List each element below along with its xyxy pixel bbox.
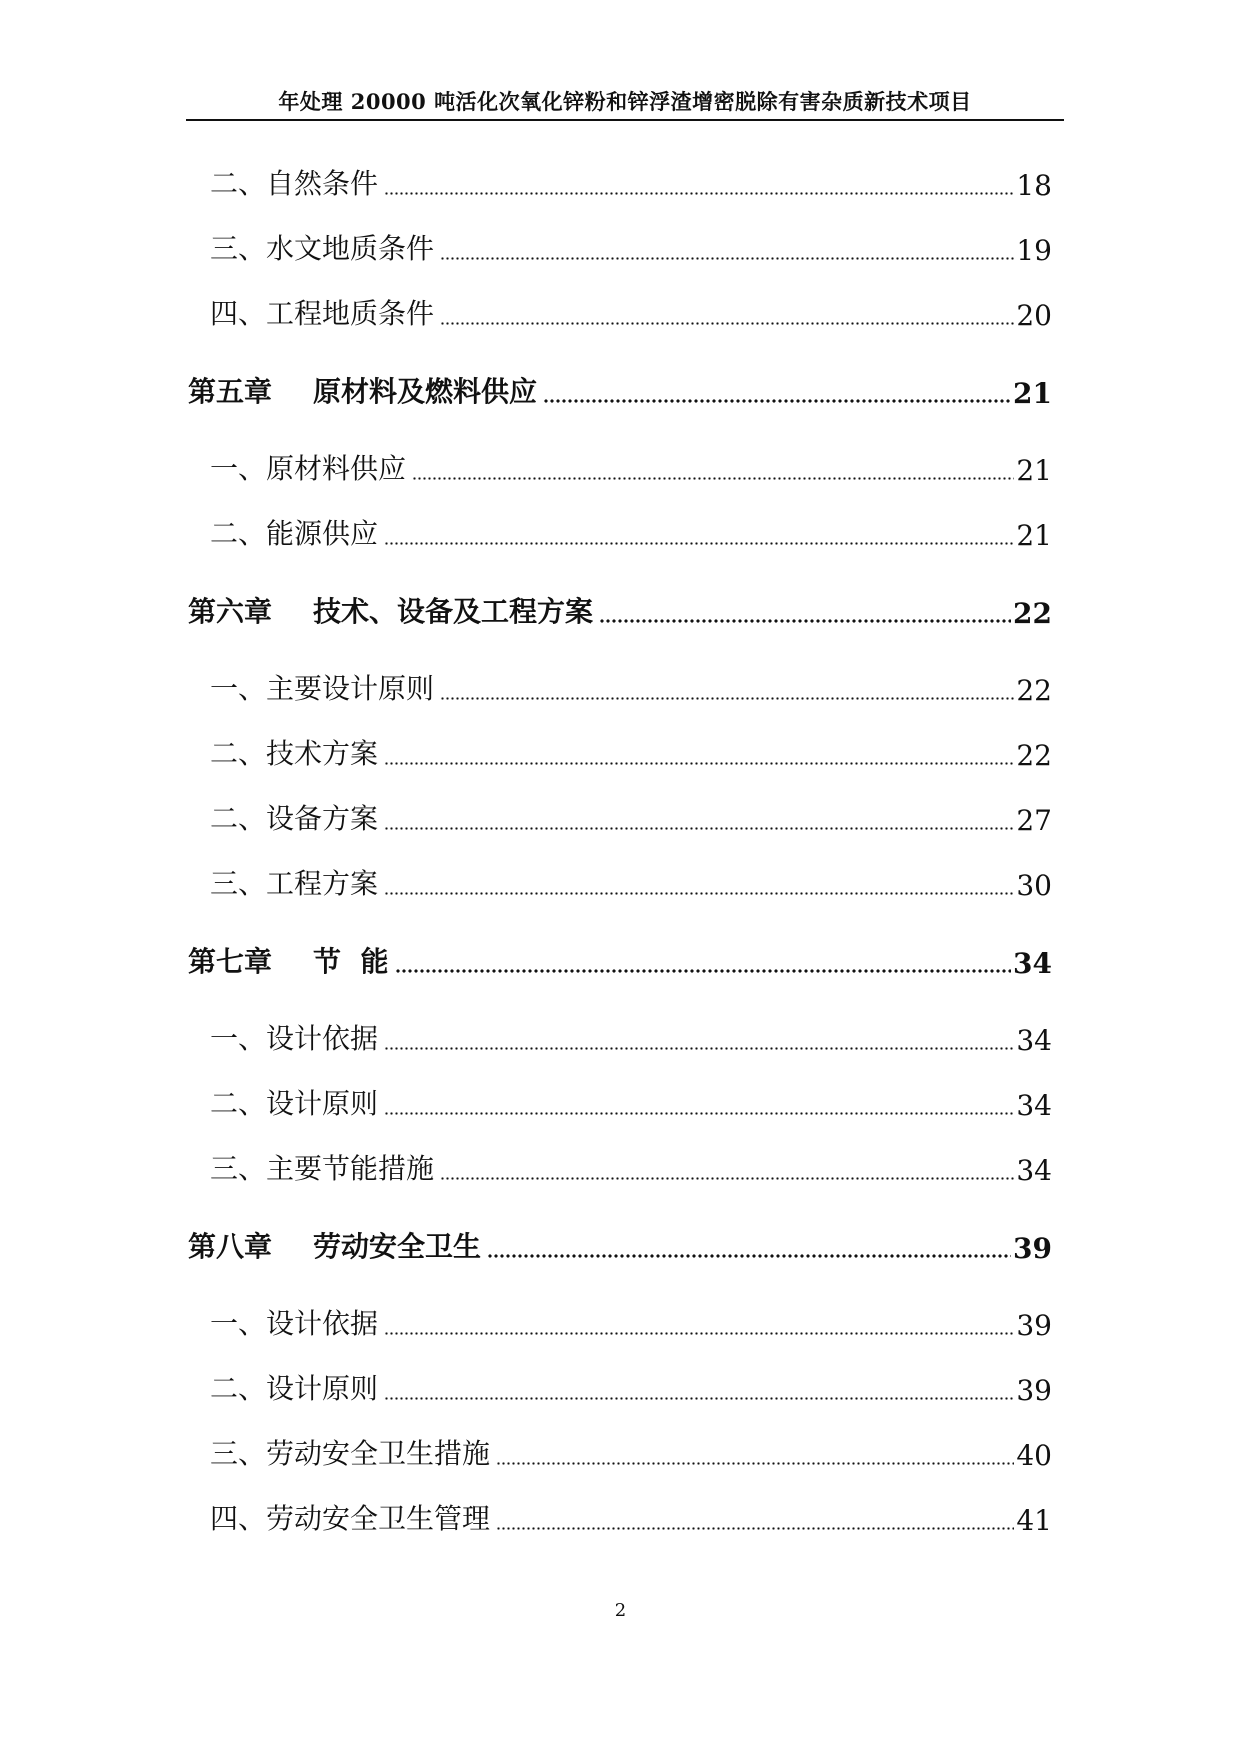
- toc-entry-page: 21: [1016, 519, 1052, 552]
- toc-chapter[interactable]: [188, 370, 1052, 410]
- toc-entry-page: 27: [1016, 804, 1052, 837]
- chapter-number: 第五章: [188, 375, 273, 408]
- toc-entry[interactable]: [210, 292, 1052, 332]
- toc-chapter-heading: [188, 1225, 481, 1265]
- dot-leader: [496, 1527, 1014, 1530]
- toc-entry-label: 一、原材料供应: [210, 452, 407, 485]
- toc-entry[interactable]: [210, 1497, 1052, 1537]
- dot-leader: [440, 257, 1014, 260]
- toc-chapter[interactable]: [188, 1225, 1052, 1265]
- toc-entry-page: 18: [1016, 169, 1052, 202]
- dot-leader: [440, 697, 1014, 700]
- toc-entry-label: 二、设备方案: [210, 802, 379, 835]
- toc-chapter[interactable]: [188, 590, 1052, 630]
- chapter-title: 劳动安全卫生: [313, 1230, 482, 1263]
- dot-leader: [599, 619, 1011, 623]
- toc-entry[interactable]: [210, 447, 1052, 487]
- toc-entry-label: 一、主要设计原则: [210, 672, 435, 705]
- dot-leader: [487, 1254, 1011, 1258]
- toc-chapter-page: 21: [1013, 377, 1052, 410]
- dot-leader: [440, 1177, 1014, 1180]
- toc-entry-page: 21: [1016, 454, 1052, 487]
- toc-chapter-heading: [188, 940, 389, 980]
- dot-leader: [384, 827, 1014, 830]
- dot-leader: [440, 322, 1014, 325]
- header-rule: [186, 119, 1064, 121]
- dot-leader: [412, 477, 1014, 480]
- toc-entry[interactable]: [210, 862, 1052, 902]
- toc-chapter-page: 34: [1013, 947, 1052, 980]
- chapter-number: 第八章: [188, 1230, 273, 1263]
- toc-entry[interactable]: [210, 1432, 1052, 1472]
- toc-entry[interactable]: [210, 1017, 1052, 1057]
- toc-chapter-page: 22: [1013, 597, 1052, 630]
- toc-entry-page: 34: [1016, 1024, 1052, 1057]
- toc-entry-page: 22: [1016, 674, 1052, 707]
- toc-entry-page: 39: [1016, 1309, 1052, 1342]
- dot-leader: [543, 399, 1011, 403]
- dot-leader: [384, 1332, 1014, 1335]
- toc-entry-label: 二、设计原则: [210, 1372, 379, 1405]
- toc-entry-label: 二、自然条件: [210, 167, 379, 200]
- dot-leader: [496, 1462, 1014, 1465]
- dot-leader: [384, 1047, 1014, 1050]
- dot-leader: [384, 192, 1014, 195]
- chapter-number: 第七章: [188, 945, 273, 978]
- toc-entry-page: 40: [1016, 1439, 1052, 1472]
- toc-chapter-page: 39: [1013, 1232, 1052, 1265]
- dot-leader: [384, 1112, 1014, 1115]
- dot-leader: [384, 542, 1014, 545]
- toc-entry-label: 三、主要节能措施: [210, 1152, 435, 1185]
- toc-entry[interactable]: [210, 1082, 1052, 1122]
- page-header: 年处理 20000 吨活化次氧化锌粉和锌浮渣增密脱除有害杂质新技术项目: [278, 89, 972, 114]
- chapter-title: 原材料及燃料供应: [313, 375, 538, 408]
- toc-entry-label: 三、劳动安全卫生措施: [210, 1437, 491, 1470]
- toc-entry[interactable]: [210, 1367, 1052, 1407]
- toc-entry-page: 41: [1016, 1504, 1052, 1537]
- toc-chapter-heading: [188, 590, 593, 630]
- toc-entry-page: 20: [1016, 299, 1052, 332]
- toc-entry[interactable]: [210, 667, 1052, 707]
- dot-leader: [384, 892, 1014, 895]
- toc-entry[interactable]: [210, 1302, 1052, 1342]
- page-number: 2: [614, 1600, 627, 1621]
- toc-entry-label: 二、设计原则: [210, 1087, 379, 1120]
- toc-entry-label: 三、工程方案: [210, 867, 379, 900]
- toc-entry[interactable]: [210, 797, 1052, 837]
- toc-entry[interactable]: [210, 732, 1052, 772]
- toc-entry[interactable]: [210, 1147, 1052, 1187]
- toc-entry[interactable]: [210, 512, 1052, 552]
- toc-entry[interactable]: [210, 227, 1052, 267]
- toc-entry-page: 34: [1016, 1089, 1052, 1122]
- toc-entry-label: 四、劳动安全卫生管理: [210, 1502, 491, 1535]
- toc-entry-label: 四、工程地质条件: [210, 297, 435, 330]
- toc-chapter[interactable]: [188, 940, 1052, 980]
- toc-chapter-heading: [188, 370, 537, 410]
- chapter-title: 技术、设备及工程方案: [313, 595, 594, 628]
- dot-leader: [384, 762, 1014, 765]
- toc-entry-page: 34: [1016, 1154, 1052, 1187]
- toc-entry-label: 一、设计依据: [210, 1022, 379, 1055]
- toc-entry-label: 二、能源供应: [210, 517, 379, 550]
- toc-entry-label: 一、设计依据: [210, 1307, 379, 1340]
- toc-entry[interactable]: [210, 162, 1052, 202]
- chapter-title: 节 能: [313, 945, 389, 978]
- toc-entry-page: 22: [1016, 739, 1052, 772]
- toc-entry-label: 二、技术方案: [210, 737, 379, 770]
- toc-entry-page: 30: [1016, 869, 1052, 902]
- toc-entry-label: 三、水文地质条件: [210, 232, 435, 265]
- dot-leader: [395, 969, 1012, 973]
- toc-entry-page: 39: [1016, 1374, 1052, 1407]
- dot-leader: [384, 1397, 1014, 1400]
- chapter-number: 第六章: [188, 595, 273, 628]
- toc-entry-page: 19: [1016, 234, 1052, 267]
